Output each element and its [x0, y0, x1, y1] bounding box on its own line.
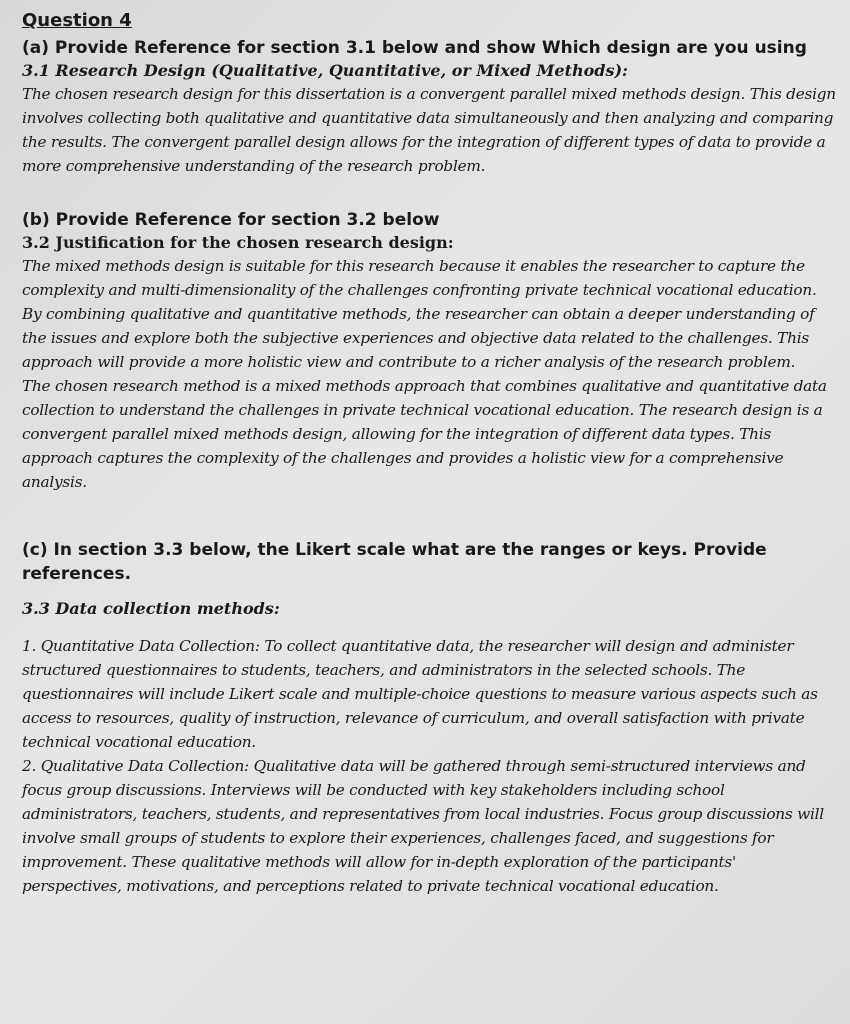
section-3-3-heading: 3.3 Data collection methods:: [22, 599, 280, 618]
part-b-prompt: (b) Provide Reference for section 3.2 below: [22, 210, 440, 230]
section-3-1-heading: 3.1 Research Design (Qualitative, Quantitative, or Mixed Methods):: [22, 61, 628, 80]
part-c-prompt: (c) In section 3.3 below, the Likert scale what are the ranges or keys. Provide references.: [22, 540, 767, 584]
section-3-3-item-2: 2. Qualitative Data Collection: Qualitative data will be gathered through semi-structured interviews and focus group discussions. Interviews will be conducted with key stakeholders including school administrators, teachers, students, and representatives from local industries. Focus group discussions will involve small groups of students to explore their experiences, challenges faced, and suggestions for improvement. These qualitative methods will allow for in-depth exploration of the participants' perspectives, motivations, and perceptions related to private technical vocational education.: [22, 757, 824, 895]
question-title: Question 4: [22, 10, 132, 31]
section-3-1-paragraph: The chosen research design for this dissertation is a convergent parallel mixed methods design. This design involves collecting both qualitative and quantitative data simultaneously and then analyzing and comparing the results. The convergent parallel design allows for the integration of different types of data to provide a more comprehensive understanding of the research problem.: [22, 85, 836, 175]
section-3-2-paragraph-1: The mixed methods design is suitable for this research because it enables the researcher to capture the complexity and multi-dimensionality of the challenges confronting private technical vocational education. By combining qualitative and quantitative methods, the researcher can obtain a deeper understanding of the issues and explore both the subjective experiences and objective data related to the challenges. This approach will provide a more holistic view and contribute to a richer analysis of the research problem.: [22, 257, 817, 371]
document-page: [22, 10, 837, 898]
part-a-prompt: (a) Provide Reference for section 3.1 below and show Which design are you using: [22, 38, 807, 58]
section-3-3-item-1: 1. Quantitative Data Collection: To collect quantitative data, the researcher will design and administer structured questionnaires to students, teachers, and administrators in the selected schools. The questionnaires will include Likert scale and multiple-choice questions to measure various aspects such as access to resources, quality of instruction, relevance of curriculum, and overall satisfaction with private technical vocational education.: [22, 637, 818, 751]
section-3-2-heading: 3.2 Justification for the chosen research design:: [22, 233, 454, 252]
section-3-2-paragraph-2: The chosen research method is a mixed methods approach that combines qualitative and quantitative data collection to understand the challenges in private technical vocational education. The research design is a convergent parallel mixed methods design, allowing for the integration of different data types. This approach captures the complexity of the challenges and provides a holistic view for a comprehensive analysis.: [22, 377, 827, 491]
